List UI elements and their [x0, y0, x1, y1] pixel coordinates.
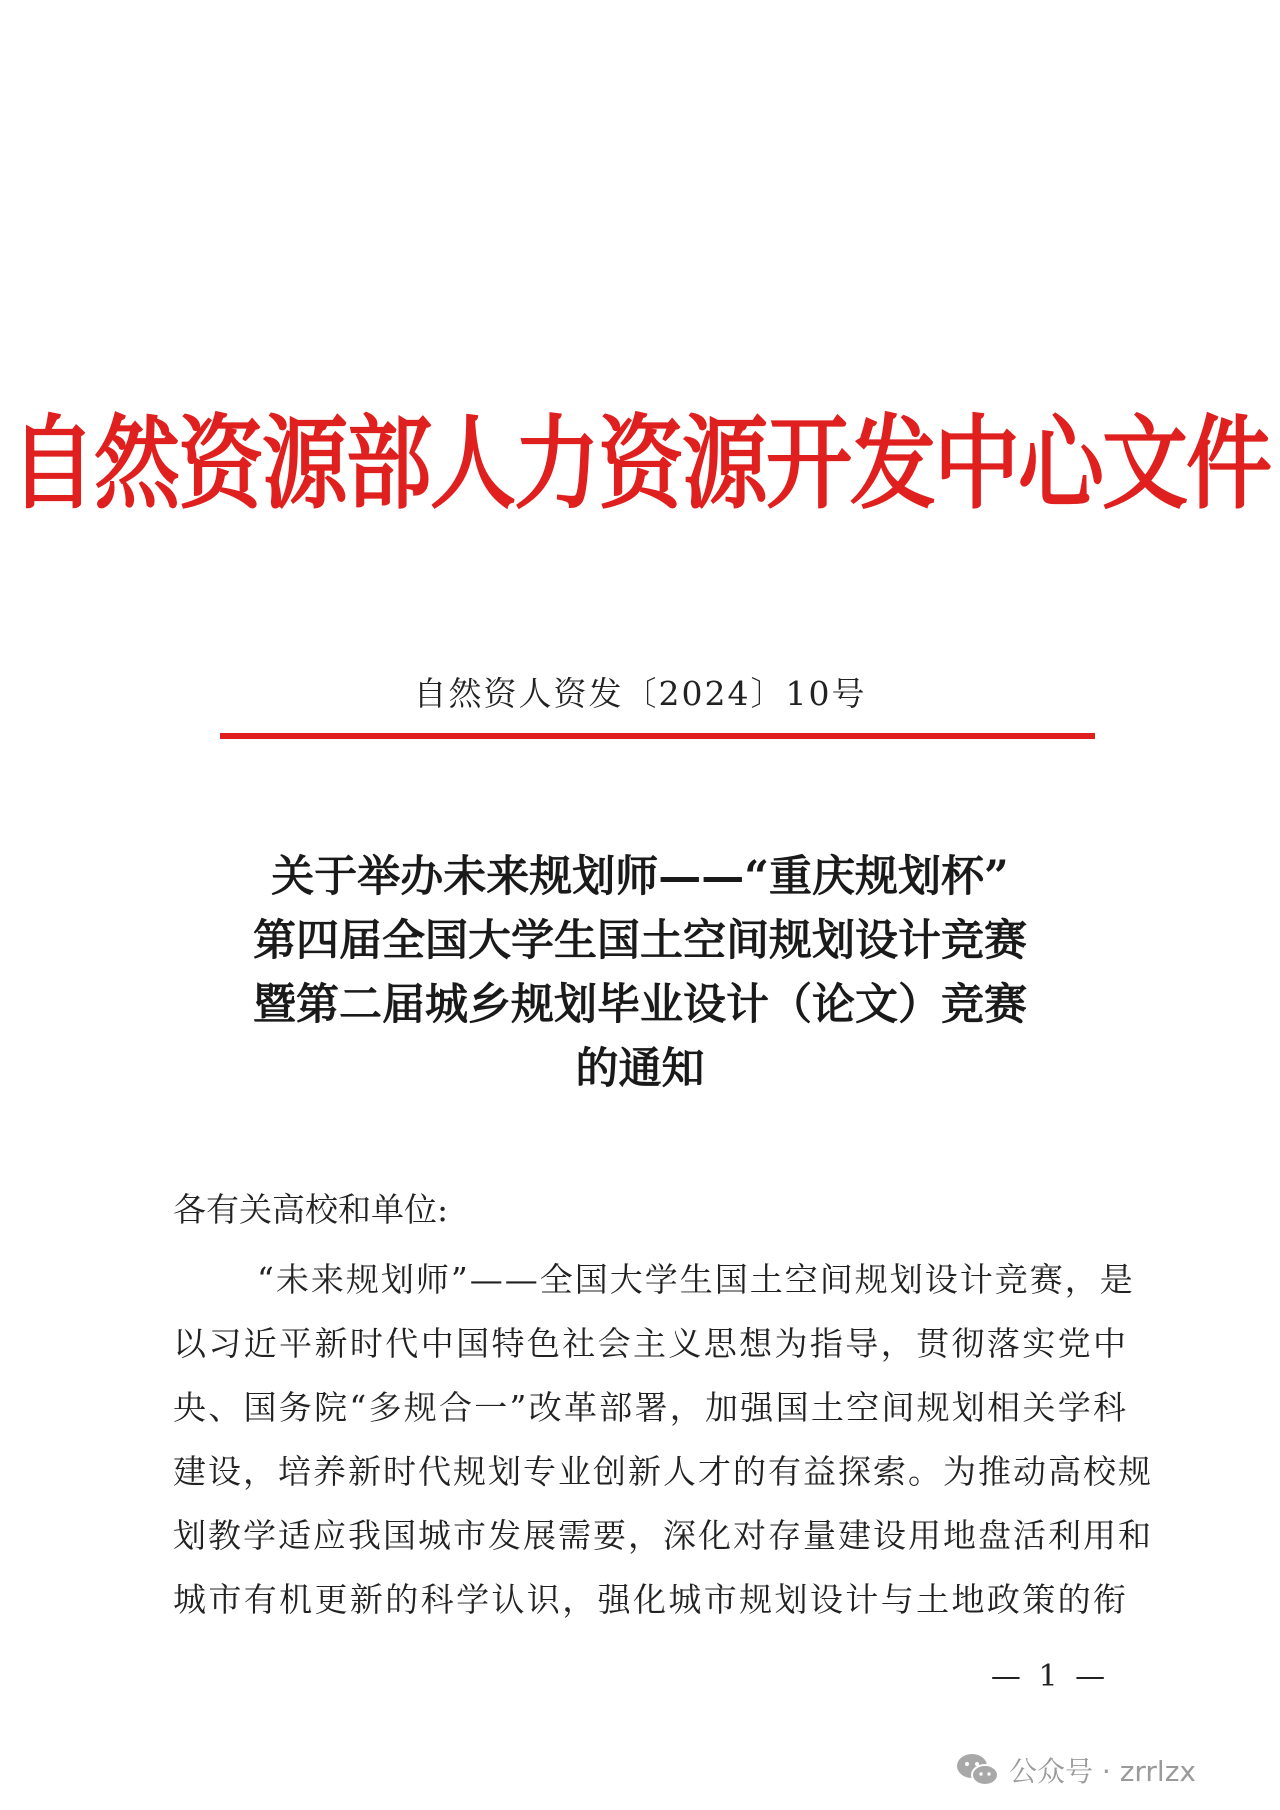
- red-divider: [220, 733, 1095, 739]
- body-line: 划教学适应我国城市发展需要，深化对存量建设用地盘活利用和: [173, 1516, 1153, 1555]
- body-line: 央、国务院“多规合一”改革部署，加强国土空间规划相关学科: [173, 1388, 1128, 1427]
- body-line: “未来规划师”——全国大学生国土空间规划设计竞赛，是: [257, 1260, 1135, 1299]
- watermark: [955, 1748, 1196, 1792]
- wechat-icon: [955, 1751, 1001, 1789]
- body-line: 以习近平新时代中国特色社会主义思想为指导，贯彻落实党中: [173, 1324, 1128, 1363]
- title-line: 第四届全国大学生国土空间规划设计竞赛: [253, 916, 1027, 966]
- body-line: 城市有机更新的科学认识，强化城市规划设计与土地政策的衔: [173, 1580, 1128, 1619]
- document-number: 自然资人资发〔2024〕10号: [413, 674, 867, 713]
- body-paragraph: [173, 1248, 1153, 1632]
- page-number: — 1 —: [990, 1659, 1110, 1694]
- salutation: 各有关高校和单位:: [173, 1190, 449, 1229]
- issuer-banner: 自然资源部人力资源开发中心文件: [10, 405, 1270, 524]
- title-line: 暨第二届城乡规划毕业设计（论文）竞赛: [253, 980, 1027, 1030]
- title-line: 的通知: [575, 1044, 705, 1094]
- title-line: 关于举办未来规划师——“重庆规划杯”: [271, 852, 1009, 902]
- document-title: [180, 845, 1100, 1101]
- body-line: 建设，培养新时代规划专业创新人才的有益探索。为推动高校规: [173, 1452, 1153, 1491]
- watermark-text: 公众号 · zrrlzx: [1009, 1755, 1196, 1788]
